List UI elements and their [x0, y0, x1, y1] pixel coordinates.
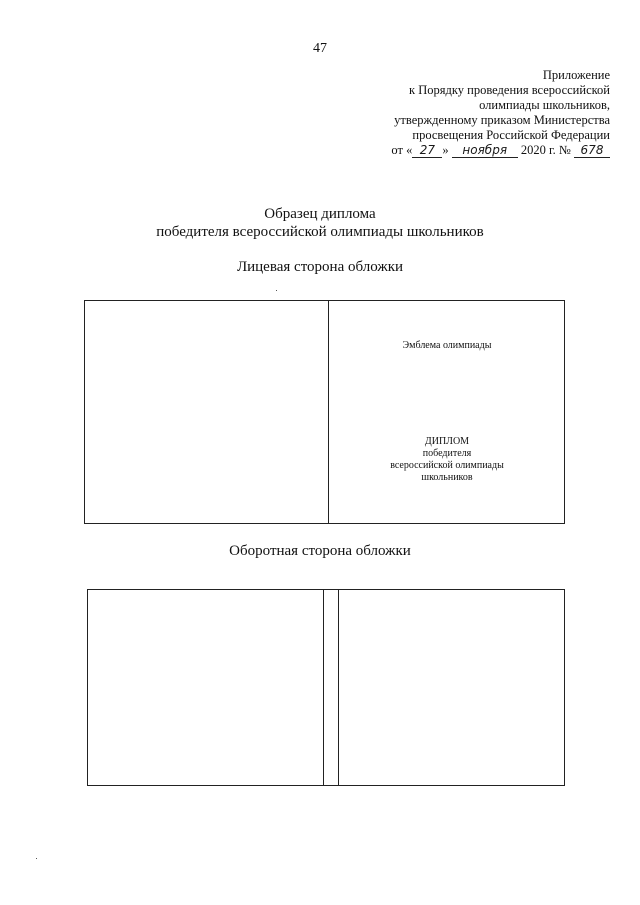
- back-cover-heading: Оборотная сторона обложки: [229, 543, 411, 559]
- appendix-line: олимпиады школьников,: [479, 98, 610, 112]
- page-number: 47: [313, 41, 327, 56]
- title-line-1: Образец диплома: [264, 206, 376, 222]
- diploma-caption-line: школьников: [421, 472, 473, 483]
- back-cover-frame: [87, 589, 565, 786]
- diploma-caption: [330, 436, 564, 484]
- front-cover-frame: [84, 300, 565, 524]
- order-mid: »: [442, 143, 449, 157]
- appendix-line: просвещения Российской Федерации: [412, 128, 610, 142]
- document-title: [0, 205, 640, 241]
- front-cover-heading: Лицевая сторона обложки: [236, 259, 404, 275]
- diploma-caption-line: победителя: [422, 448, 472, 459]
- order-year: 2020 г. №: [520, 143, 571, 157]
- appendix-line: Приложение: [542, 68, 610, 82]
- appendix-line: утвержденному приказом Министерства: [394, 113, 610, 127]
- order-month-handwritten: ноября: [452, 143, 518, 158]
- back-cover-spine-left-line: [323, 589, 324, 786]
- diploma-caption-line: ДИПЛОМ: [424, 436, 470, 447]
- diploma-caption-line: всероссийской олимпиады: [390, 460, 504, 471]
- emblem-placeholder: Эмблема олимпиады: [402, 340, 492, 351]
- order-line: [350, 143, 610, 158]
- order-prefix: от «: [391, 143, 413, 157]
- scan-speck: [276, 290, 277, 291]
- back-cover-spine-right-line: [338, 589, 339, 786]
- front-cover-fold-line: [328, 300, 329, 524]
- appendix-line: к Порядку проведения всероссийской: [409, 83, 610, 97]
- order-number-handwritten: 678: [574, 143, 610, 158]
- title-line-2: победителя всероссийской олимпиады школьников: [156, 224, 484, 240]
- appendix-block: [350, 68, 610, 158]
- scan-speck: [36, 858, 37, 859]
- order-day-handwritten: 27: [412, 143, 442, 158]
